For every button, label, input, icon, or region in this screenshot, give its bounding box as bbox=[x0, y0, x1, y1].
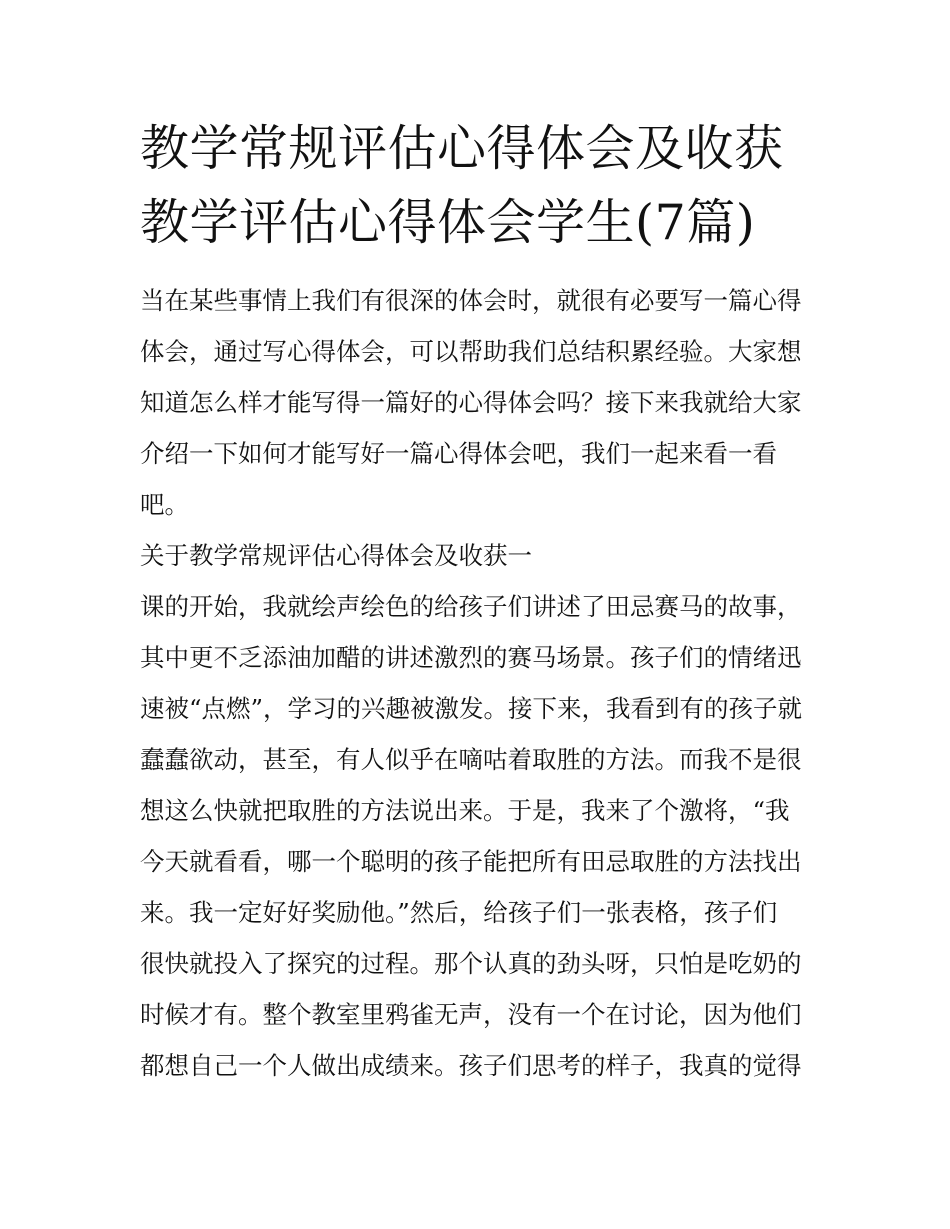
section-line: 今天就看看，哪一个聪明的孩子能把所有田忌取胜的方法找出 bbox=[140, 847, 802, 876]
section-heading: 关于教学常规评估心得体会及收获一 bbox=[140, 541, 532, 570]
intro-line: 当在某些事情上我们有很深的体会时，就很有必要写一篇心得 bbox=[140, 286, 802, 315]
section-line: 速被“点燃”，学习的兴趣被激发。接下来，我看到有的孩子就 bbox=[140, 694, 803, 723]
document-page bbox=[140, 112, 820, 1091]
section-line: 来。我一定好好奖励他。”然后，给孩子们一张表格，孩子们 bbox=[140, 898, 778, 927]
document-body bbox=[140, 275, 820, 1091]
intro-line: 介绍一下如何才能写好一篇心得体会吧，我们一起来看一看 bbox=[140, 439, 777, 468]
section-line: 时候才有。整个教室里鸦雀无声，没有一个在讨论，因为他们 bbox=[140, 1000, 802, 1029]
intro-line: 吧。 bbox=[140, 490, 189, 519]
section-line: 课的开始，我就绘声绘色的给孩子们讲述了田忌赛马的故事， bbox=[140, 592, 802, 621]
section-line: 蠢蠢欲动，甚至，有人似乎在嘀咕着取胜的方法。而我不是很 bbox=[140, 745, 802, 774]
intro-line: 体会，通过写心得体会，可以帮助我们总结积累经验。大家想 bbox=[140, 337, 802, 366]
title-line: 教学常规评估心得体会及收获 bbox=[140, 120, 784, 177]
section-line: 其中更不乏添油加醋的讲述激烈的赛马场景。孩子们的情绪迅 bbox=[140, 643, 802, 672]
section-line: 想这么快就把取胜的方法说出来。于是，我来了个激将，“我 bbox=[140, 796, 790, 825]
title-line: 教学评估心得体会学生(7篇) bbox=[140, 194, 756, 251]
document-title bbox=[140, 112, 820, 260]
intro-line: 知道怎么样才能写得一篇好的心得体会吗？接下来我就给大家 bbox=[140, 388, 802, 417]
section-line: 都想自己一个人做出成绩来。孩子们思考的样子，我真的觉得 bbox=[140, 1051, 802, 1080]
section-line: 很快就投入了探究的过程。那个认真的劲头呀，只怕是吃奶的 bbox=[140, 949, 802, 978]
